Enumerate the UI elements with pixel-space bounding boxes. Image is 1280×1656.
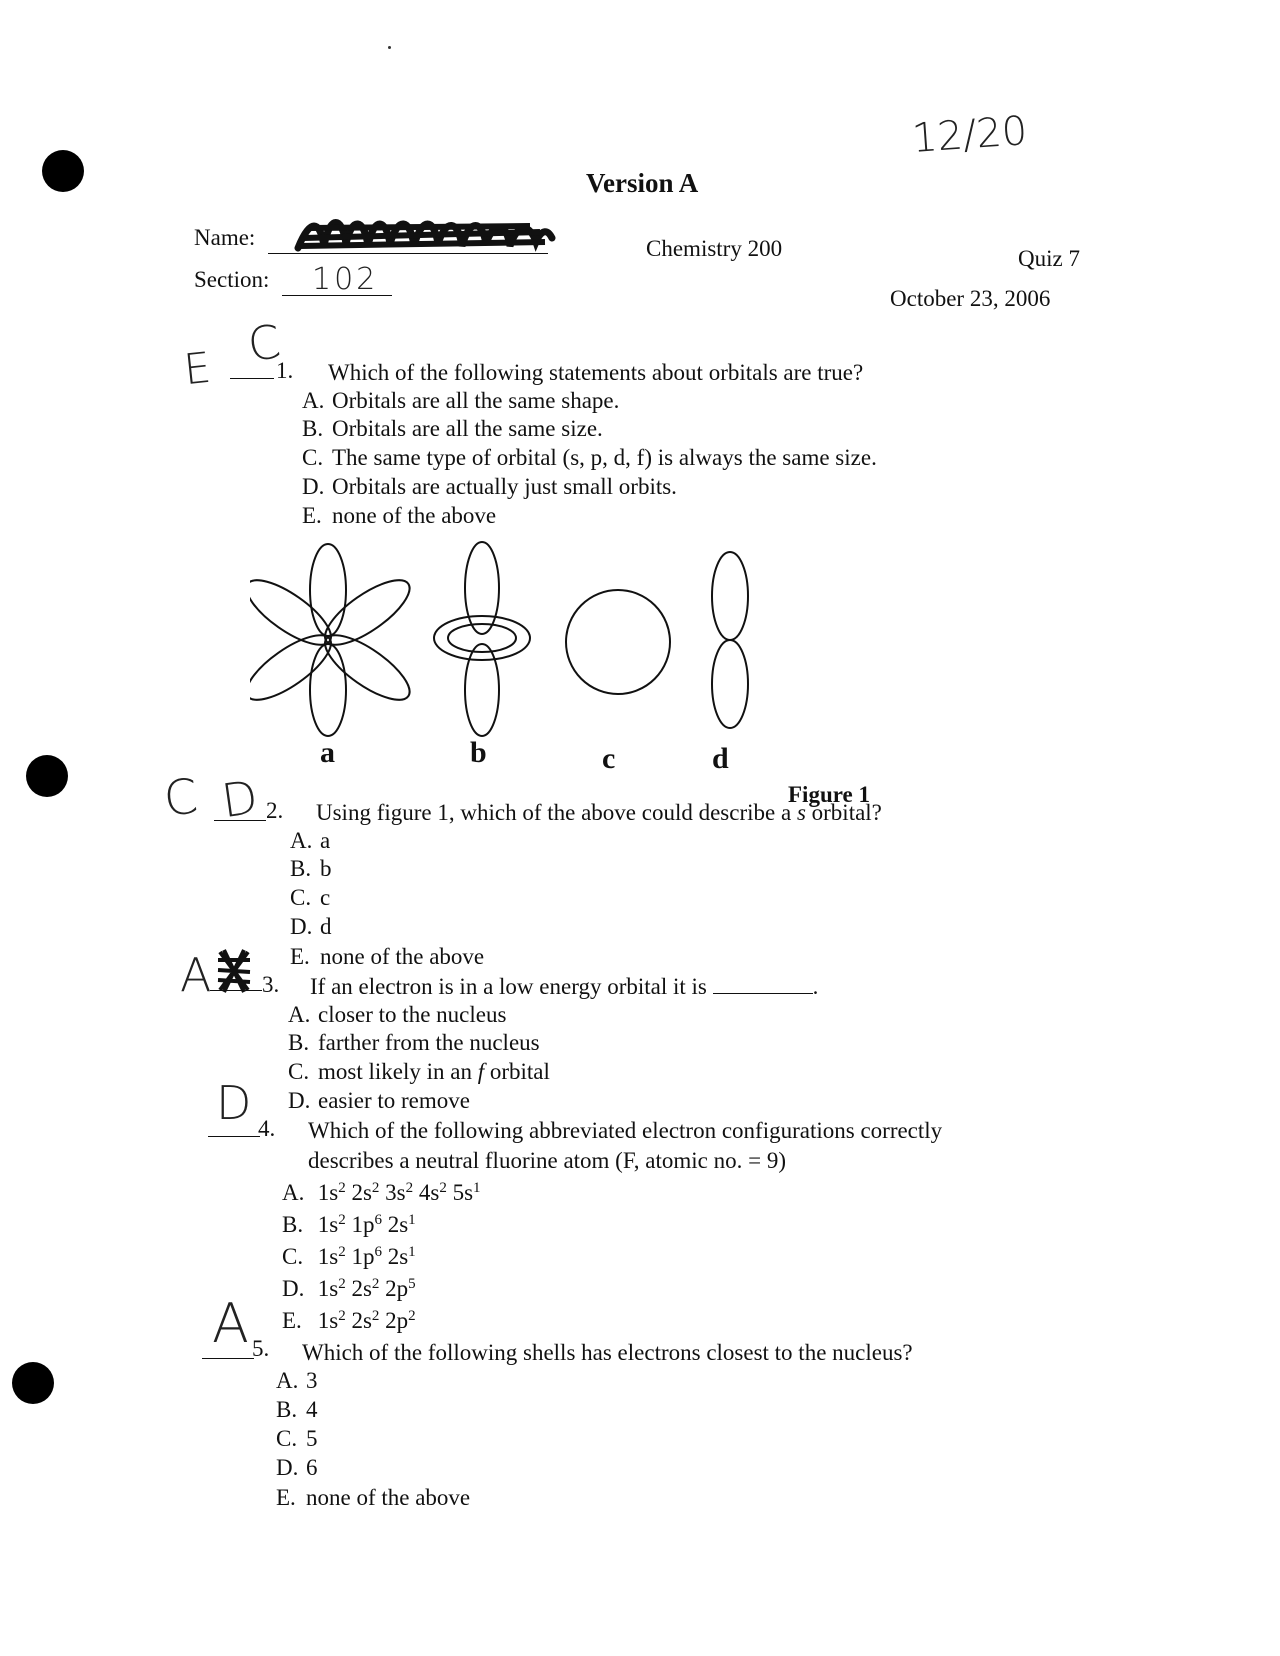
q2-option: A. a <box>290 828 331 853</box>
q2-option: E. none of the above <box>290 944 485 969</box>
section-value: 102 <box>312 262 379 297</box>
q5-option: B. 4 <box>276 1397 318 1422</box>
q3-option: B. farther from the nucleus <box>288 1030 540 1055</box>
orbital-d-drawing <box>712 552 748 728</box>
q2-number: 2. <box>266 798 284 823</box>
q4-option: A. $1s^2$ $2s^2$ $3s^2$ $4s^2$ $5s^1$ <box>282 1180 481 1205</box>
figure-label-c: c <box>602 742 616 775</box>
q4-answer-blank <box>208 1136 260 1137</box>
figure-caption: Figure 1 <box>788 782 870 807</box>
q5-option: D. 6 <box>276 1455 318 1480</box>
q1-option: D. Orbitals are actually just small orbits. <box>302 474 677 499</box>
speck <box>388 46 391 49</box>
hole-punch <box>12 1362 54 1404</box>
q5-option: A. 3 <box>276 1368 318 1393</box>
q4-option: B. $1s^2$ $1p^6$ $2s^1$ <box>282 1212 416 1237</box>
q5-option: E. none of the above <box>276 1485 471 1510</box>
q2-option: D. d <box>290 914 332 939</box>
q4-option: E. $1s^2$ $2s^2$ $2p^2$ <box>282 1308 416 1333</box>
hole-punch <box>42 150 84 192</box>
q4-option: C. $1s^2$ $1p^6$ $2s^1$ <box>282 1244 416 1269</box>
q1-option: B. Orbitals are all the same size. <box>302 416 603 441</box>
q5-text: Which of the following shells has electrons closest to the nucleus? <box>302 1340 913 1365</box>
q4-option: D. $1s^2$ $2s^2$ $2p^5$ <box>282 1276 416 1301</box>
q4-text-line2: describes a neutral fluorine atom (F, atomic no. = 9) <box>308 1148 787 1173</box>
orbital-figure <box>250 540 770 740</box>
hole-punch <box>26 755 68 797</box>
q3-option: A. closer to the nucleus <box>288 1002 507 1027</box>
q2-option: C. c <box>290 885 331 910</box>
q3-fill-blank <box>713 993 813 994</box>
q3-number: 3. <box>262 972 280 997</box>
name-label: Name: <box>194 225 256 250</box>
q2-text: Using figure 1, which of the above could describe a s orbital? <box>316 800 882 825</box>
q5-option: C. 5 <box>276 1426 318 1451</box>
redacted-name-scribble <box>290 208 560 258</box>
q2-mark: C <box>161 768 201 828</box>
q1-number: 1. <box>276 358 294 383</box>
q3-mark: A <box>180 948 212 1002</box>
q2-answer: D <box>218 769 262 829</box>
q4-answer: D <box>216 1076 252 1130</box>
figure-label-d: d <box>712 742 729 775</box>
orbital-a-drawing <box>250 544 419 736</box>
q1-option: A. Orbitals are all the same shape. <box>302 388 620 413</box>
q1-mark: E <box>181 342 214 395</box>
q3-answer-blank <box>210 990 262 991</box>
figure-label-a: a <box>320 736 335 769</box>
q2-option: B. b <box>290 856 332 881</box>
q1-answer-blank <box>230 378 274 379</box>
version-title: Version A <box>586 168 699 198</box>
course-name: Chemistry 200 <box>646 236 783 261</box>
q4-number: 4. <box>258 1116 276 1141</box>
orbital-c-drawing <box>566 590 670 694</box>
q5-number: 5. <box>252 1336 270 1361</box>
q1-option: E. none of the above <box>302 503 497 528</box>
section-label: Section: <box>194 267 270 292</box>
q3-crossed-out-answer <box>214 946 254 996</box>
q3-option: D. easier to remove <box>288 1088 470 1113</box>
q4-text-line1: Which of the following abbreviated electron configurations correctly <box>308 1118 943 1143</box>
q3-text: If an electron is in a low energy orbital it is . <box>310 974 819 999</box>
orbital-b-drawing <box>434 542 530 736</box>
figure-label-b: b <box>470 736 487 769</box>
q1-option: C. The same type of orbital (s, p, d, f) is always the same size. <box>302 445 877 470</box>
q3-option: C. most likely in an f orbital <box>288 1059 550 1084</box>
handwritten-score: 12/20 <box>910 108 1029 162</box>
q1-answer: C <box>244 314 284 372</box>
q5-answer: A <box>212 1292 249 1355</box>
q5-answer-blank <box>202 1358 254 1359</box>
quiz-number: Quiz 7 <box>1018 246 1080 271</box>
q1-text: Which of the following statements about orbitals are true? <box>328 360 864 385</box>
q2-answer-blank <box>214 820 266 821</box>
quiz-date: October 23, 2006 <box>890 286 1051 311</box>
